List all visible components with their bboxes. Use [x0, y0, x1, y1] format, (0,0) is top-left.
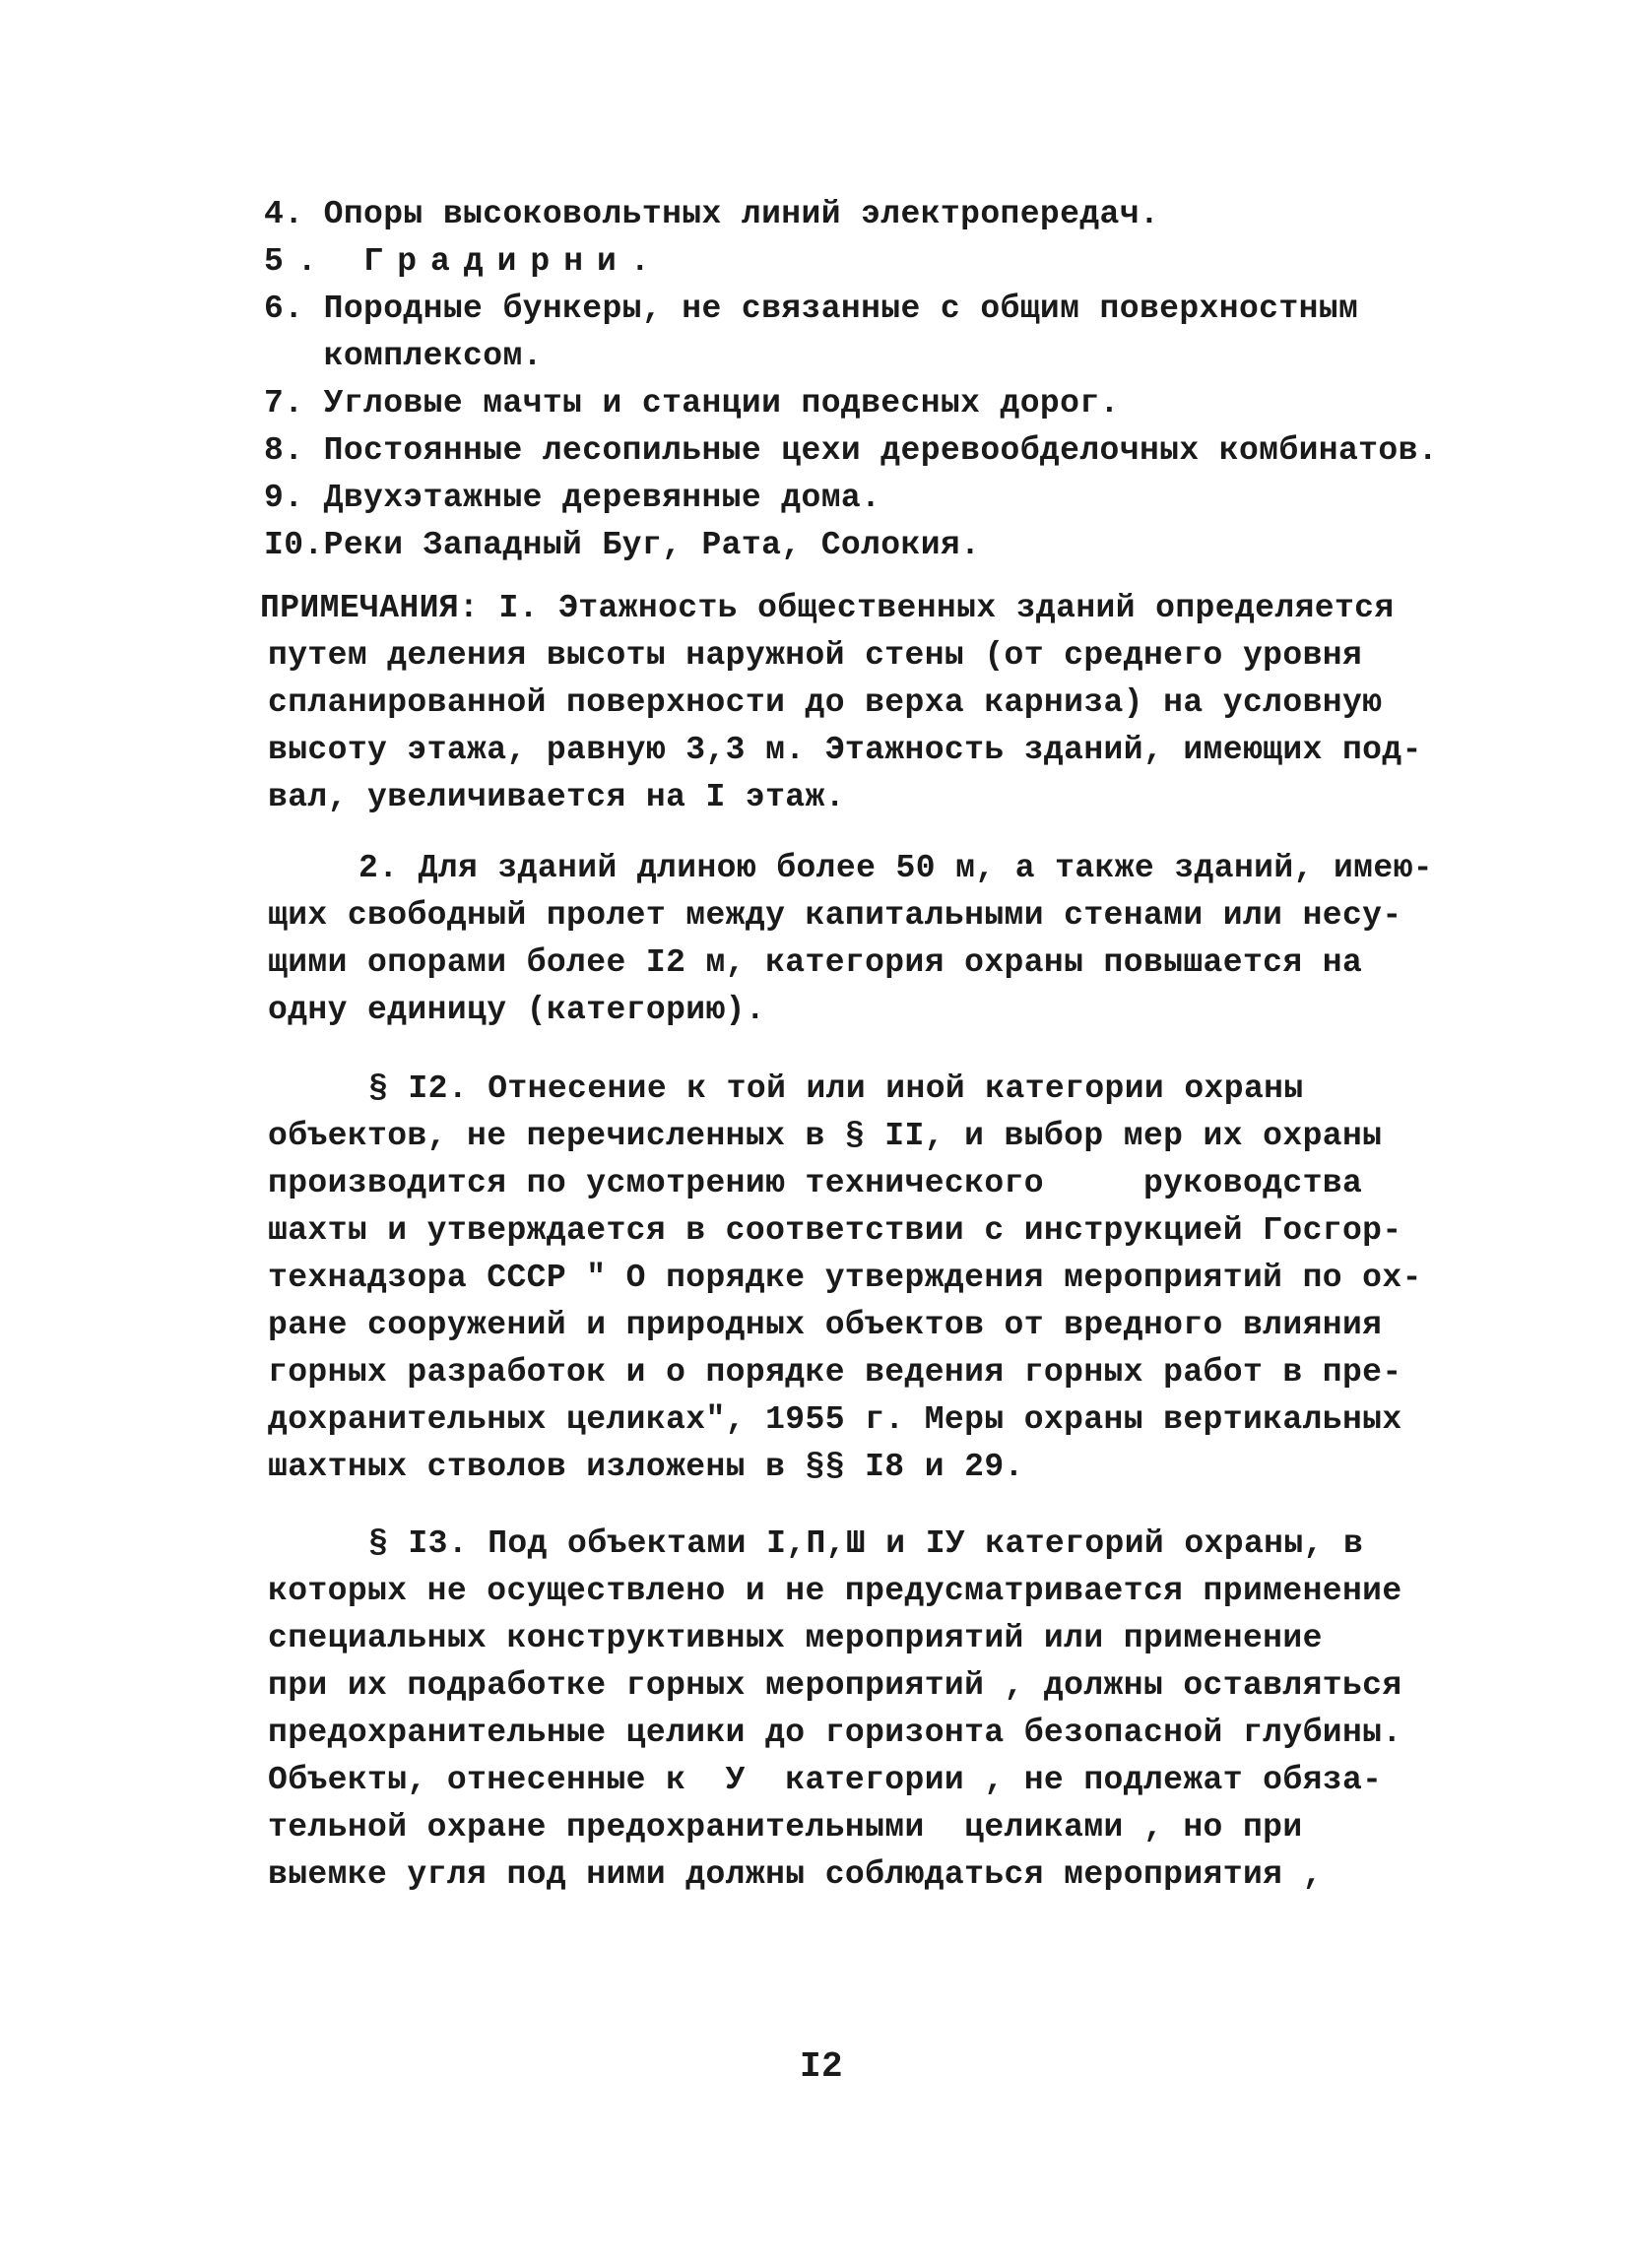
section13-line: которых не осуществлено и не предусматривается применение: [268, 1573, 1402, 1609]
section12-line: горных разработок и о порядке ведения горных работ в пре-: [268, 1354, 1402, 1391]
section12-line: производится по усмотрению технического руководства: [268, 1165, 1363, 1201]
section12-line: дохранительных целиках", 1955 г. Меры охраны вертикальных: [268, 1401, 1402, 1438]
section12-line: шахтных стволов изложены в §§ I8 и 29.: [268, 1449, 1024, 1485]
list-item-10: I0.Реки Западный Буг, Рата, Солокия.: [264, 527, 981, 563]
note2-line: щих свободный пролет между капитальными стенами или несу-: [268, 897, 1402, 934]
list-item-7: 7. Угловые мачты и станции подвесных дорог.: [264, 385, 1120, 421]
list-item-8: 8. Постоянные лесопильные цехи деревообделочных комбинатов.: [264, 432, 1438, 469]
note1-line: вал, увеличивается на I этаж.: [268, 779, 845, 815]
note1-line: высоту этажа, равную 3,3 м. Этажность зданий, имеющих под-: [268, 732, 1422, 768]
section12-line: ране сооружений и природных объектов от вредного влияния: [268, 1307, 1383, 1343]
page-number: I2: [800, 2046, 844, 2087]
note2-line: 2. Для зданий длиною более 50 м, а также зданий, имею-: [358, 850, 1433, 886]
section12-line: объектов, не перечисленных в § II, и выбор мер их охраны: [268, 1118, 1383, 1154]
note1-line: ПРИМЕЧАНИЯ: I. Этажность общественных зданий определяется: [260, 590, 1395, 626]
note2-line: щими опорами более I2 м, категория охраны повышается на: [268, 944, 1363, 981]
section13-line: § I3. Под объектами I,П,Ш и IУ категорий охраны, в: [368, 1525, 1364, 1562]
section12-line: § I2. Отнесение к той или иной категории охраны: [368, 1070, 1304, 1107]
section13-line: Объекты, отнесенные к У категории , не подлежат обяза-: [268, 1762, 1383, 1798]
note2-line: одну единицу (категорию).: [268, 992, 766, 1028]
list-item-4: 4. Опоры высоковольтных линий электропередач.: [264, 196, 1160, 232]
note1-line: путем деления высоты наружной стены (от среднего уровня: [268, 637, 1363, 674]
list-item-5: 5. Градирни.: [264, 243, 664, 280]
section12-line: технадзора СССР " О порядке утверждения мероприятий по ох-: [268, 1260, 1422, 1296]
list-item-6: 6. Породные бункеры, не связанные с общим поверхностным: [264, 291, 1359, 327]
list-item-9: 9. Двухэтажные деревянные дома.: [264, 480, 881, 516]
note1-line: спланированной поверхности до верха карниза) на условную: [268, 684, 1383, 721]
section13-line: тельной охране предохранительными целиками , но при: [268, 1809, 1303, 1846]
section13-line: при их подработке горных мероприятий , должны оставляться: [268, 1667, 1402, 1704]
section13-line: выемке угля под ними должны соблюдаться мероприятия ,: [268, 1856, 1323, 1893]
section13-line: предохранительные целики до горизонта безопасной глубины.: [268, 1715, 1402, 1751]
list-item-6-continued: комплексом.: [264, 338, 543, 374]
section13-line: специальных конструктивных мероприятий или применение: [268, 1620, 1323, 1656]
section12-line: шахты и утверждается в соответствии с инструкцией Госгор-: [268, 1212, 1402, 1249]
